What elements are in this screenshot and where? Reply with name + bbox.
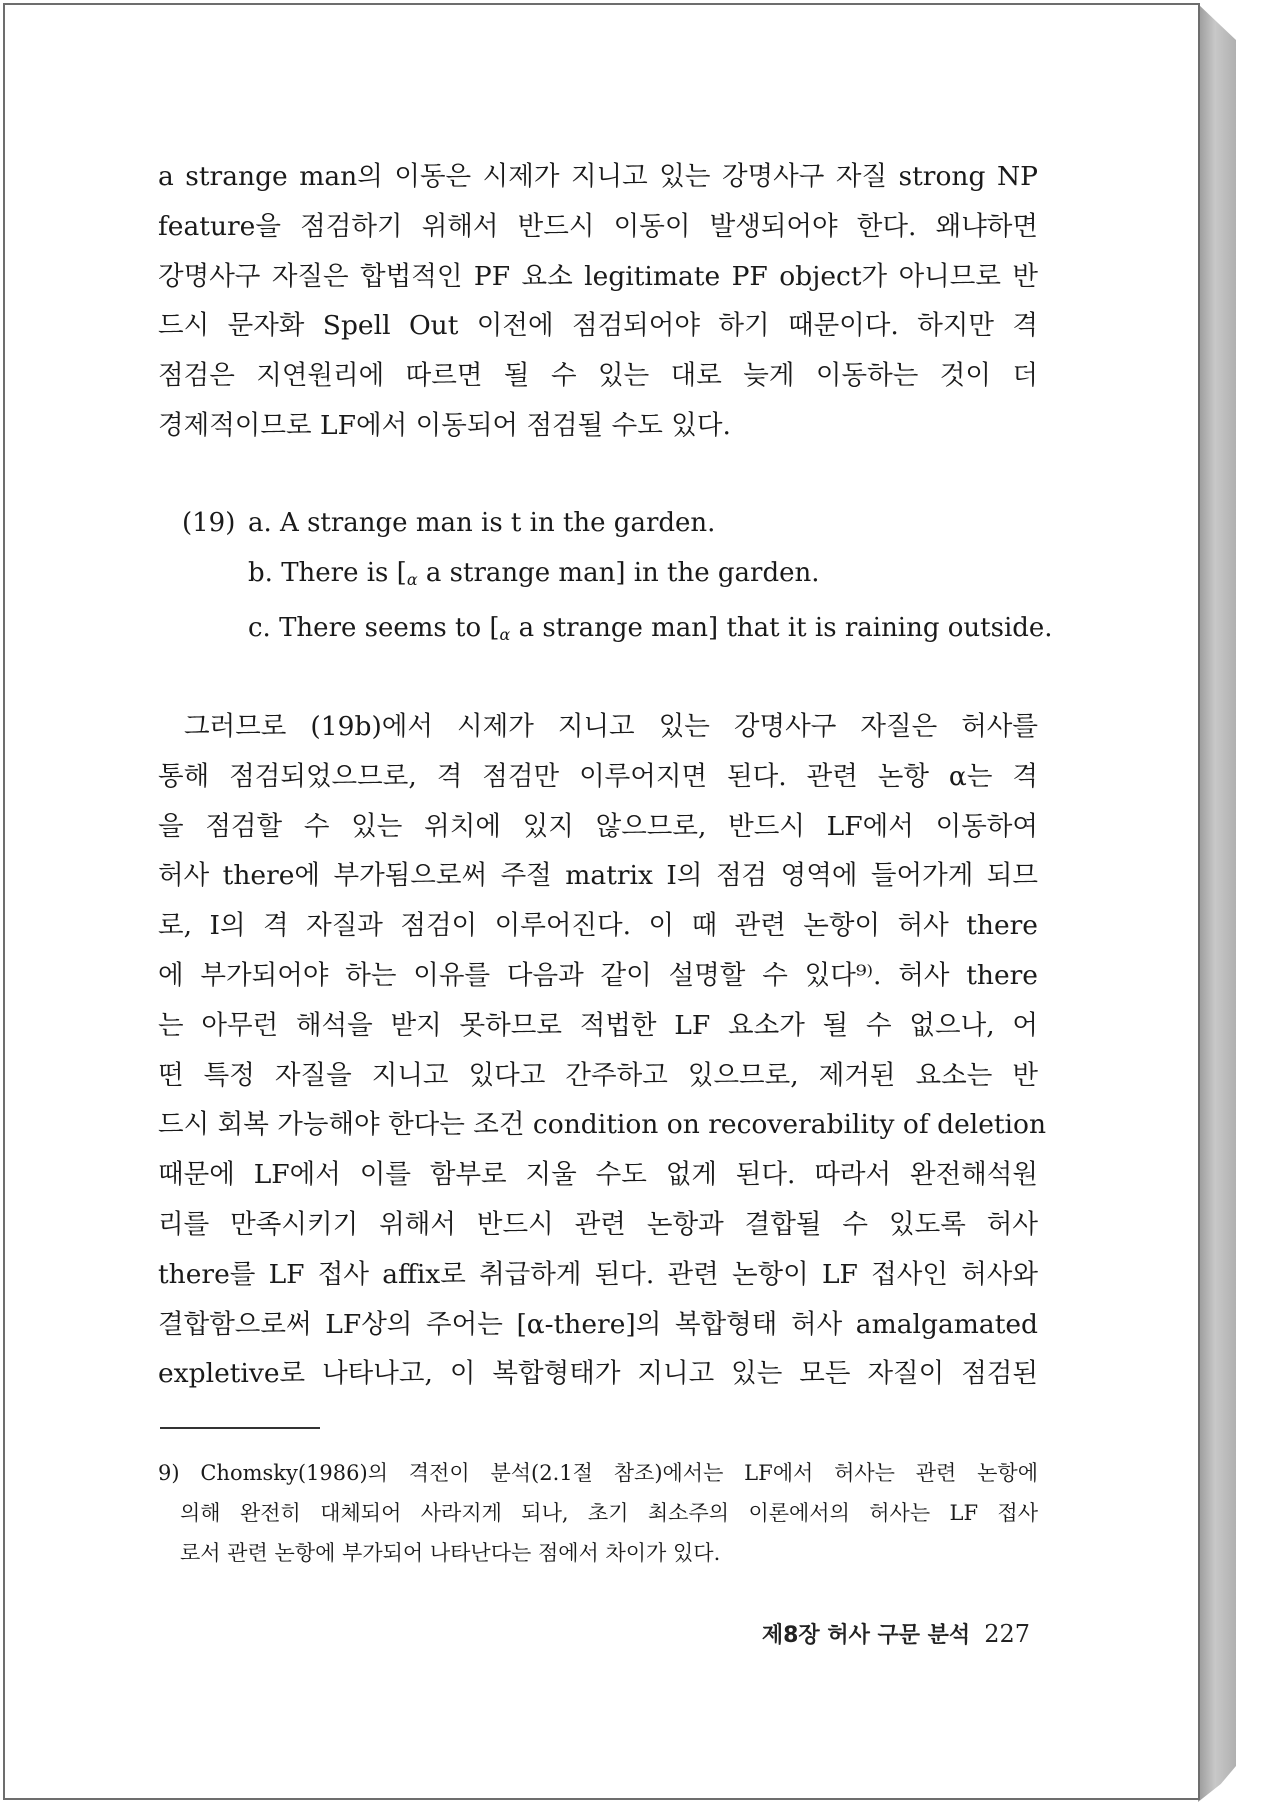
text-line: 을 점검할 수 있는 위치에 있지 않으므로, 반드시 LF에서 이동하여 xyxy=(158,810,1038,842)
text-line: there를 LF 접사 affix로 취급하게 된다. 관련 논항이 LF 접사인 허사와 xyxy=(158,1258,1038,1290)
example-text: A strange man is t in the garden. xyxy=(280,508,716,538)
footnote-divider xyxy=(160,1427,320,1429)
text-line: 강명사구 자질은 합법적인 PF 요소 legitimate PF object가 아니므로 반 xyxy=(158,260,1038,292)
text-line: 점검은 지연원리에 따르면 될 수 있는 대로 늦게 이동하는 것이 더 xyxy=(158,360,1038,392)
book-page xyxy=(3,3,1200,1800)
text-line: 때문에 LF에서 이를 함부로 지울 수도 없게 된다. 따라서 완전해석원 xyxy=(158,1159,1038,1191)
text-line: 로, I의 격 자질과 점검이 이루어진다. 이 때 관련 논항이 허사 there xyxy=(158,910,1038,942)
example-text-post: a strange man] that it is raining outside. xyxy=(510,613,1053,643)
alpha-subscript: α xyxy=(499,625,511,644)
paragraph-2 xyxy=(158,702,1047,1399)
footnote-9 xyxy=(158,1453,1038,1573)
alpha-subscript: α xyxy=(406,569,418,589)
text-line: 결합함으로써 LF상의 주어는 [α-there]의 복합형태 허사 amalgamated xyxy=(158,1308,1038,1340)
footnote-line: 9) Chomsky(1986)의 격전이 분석(2.1절 참조)에서는 LF에서 허사는 관련 논항에 xyxy=(158,1461,1038,1485)
example-number: (19) xyxy=(182,508,236,538)
text-line: a strange man의 이동은 시제가 지니고 있는 강명사구 자질 strong NP xyxy=(158,161,1038,192)
text-line: 리를 만족시키기 위해서 반드시 관련 논항과 결합될 수 있도록 허사 xyxy=(158,1208,1038,1240)
example-label: b. xyxy=(248,557,273,588)
footnote-line: 로서 관련 논항에 부가되어 나타난다는 점에서 차이가 있다. xyxy=(180,1541,721,1565)
text-line: 는 아무런 해석을 받지 못하므로 적법한 LF 요소가 될 수 없으나, 어 xyxy=(158,1009,1038,1041)
chapter-title: 제8장 허사 구문 분석 xyxy=(761,1623,971,1648)
footnote-line: 의해 완전히 대체되어 사라지게 되나, 초기 최소주의 이론에서의 허사는 LF 접사 xyxy=(180,1501,1038,1525)
paragraph-1 xyxy=(158,152,1038,451)
example-label: c. xyxy=(248,613,271,643)
example-line-c xyxy=(182,604,1053,660)
example-text-pre: There seems to [ xyxy=(279,613,500,643)
example-19 xyxy=(182,499,1053,660)
example-line-a xyxy=(182,499,1053,549)
text-line: feature을 점검하기 위해서 반드시 이동이 발생되어야 한다. 왜냐하면 xyxy=(158,210,1038,242)
text-line: 경제적이므로 LF에서 이동되어 점검될 수도 있다. xyxy=(158,409,731,441)
text-line: 에 부가되어야 하는 이유를 다음과 같이 설명할 수 있다⁹⁾. 허사 there xyxy=(158,959,1038,991)
text-line: expletive로 나타나고, 이 복합형태가 지니고 있는 모든 자질이 점검된 xyxy=(158,1358,1038,1390)
text-line: 떤 특정 자질을 지니고 있다고 간주하고 있으므로, 제거된 요소는 반 xyxy=(158,1059,1038,1091)
example-label: a. xyxy=(248,508,272,538)
text-line: 허사 there에 부가됨으로써 주절 matrix I의 점검 영역에 들어가게 되므 xyxy=(158,860,1038,892)
page-edge-shadow xyxy=(1198,4,1236,1802)
example-text-pre: There is [ xyxy=(281,557,407,588)
text-line: 그러므로 (19b)에서 시제가 지니고 있는 강명사구 자질은 허사를 xyxy=(184,711,1038,742)
example-line-b xyxy=(182,549,1053,605)
example-text-post: a strange man] in the garden. xyxy=(417,557,820,588)
page-number: 227 xyxy=(984,1620,1030,1648)
text-line: 통해 점검되었으므로, 격 점검만 이루어지면 된다. 관련 논항 α는 격 xyxy=(158,760,1038,792)
text-line: 드시 문자화 Spell Out 이전에 점검되어야 하기 때문이다. 하지만 격 xyxy=(158,310,1038,342)
running-footer xyxy=(762,1618,1030,1649)
text-line: 드시 회복 가능해야 한다는 조건 condition on recoverability of deletion xyxy=(158,1109,1047,1141)
